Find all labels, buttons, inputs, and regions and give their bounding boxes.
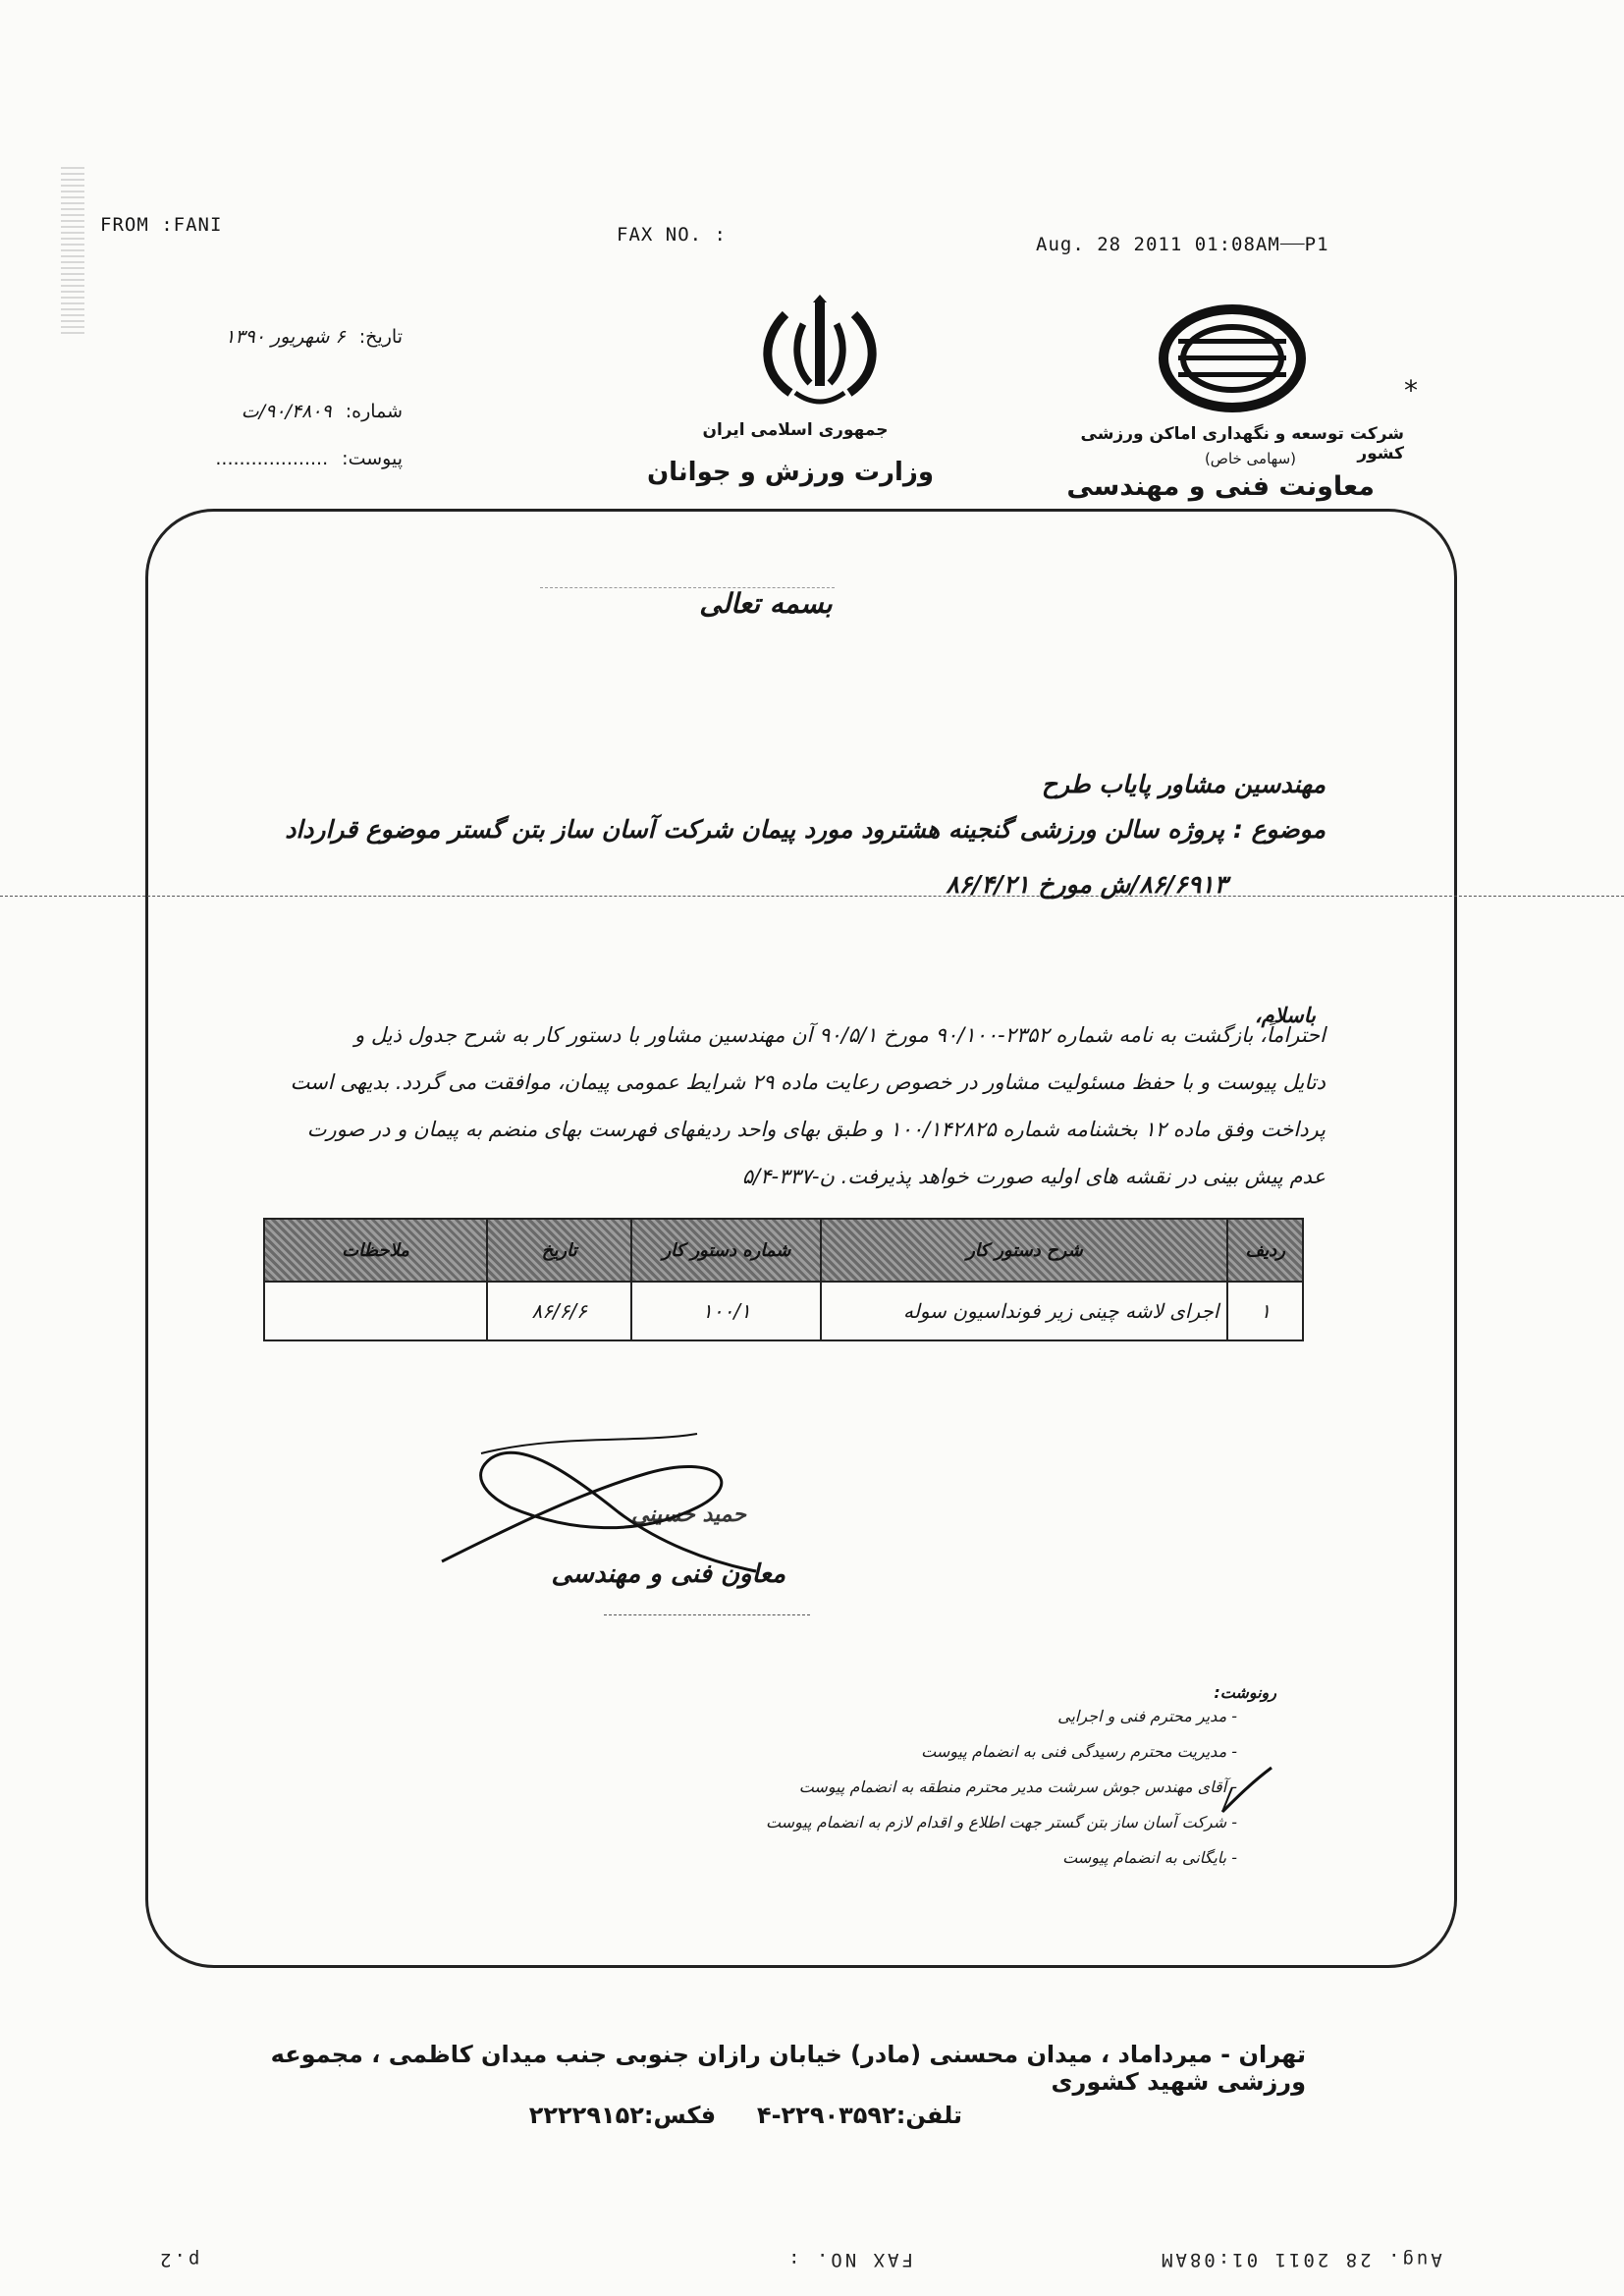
invocation: بسمه تعالی (699, 587, 833, 620)
table-header-cell: ردیف (1227, 1219, 1303, 1282)
subject-line-2: ۸۶/۶۹۱۳/ش مورخ ۸۶/۴/۲۱ (946, 870, 1227, 899)
meta-date-label: تاریخ: (358, 326, 403, 348)
ministry-name: وزارت ورزش و جوانان (646, 458, 935, 487)
body-line: پرداخت وفق ماده ۱۲ بخشنامه شماره ۱۰۰/۱۴۲۸۲۵ و طبق بهای واحد ردیفهای فهرست بهای منضم به پیمان و در صورت (306, 1118, 1326, 1141)
company-department: معاونت فنی و مهندسی (1066, 471, 1375, 502)
meta-number-label: شماره: (345, 401, 403, 422)
cc-list (687, 1699, 1237, 1876)
bottom-mirror-date: Aug. 28 2011 01:08AM (1159, 2249, 1442, 2270)
table-cell (264, 1282, 487, 1340)
fax-page: P1 (1304, 234, 1329, 255)
company-name: شرکت توسعه و نگهداری اماکن ورزشی کشور (1080, 424, 1404, 464)
republic-name: جمهوری اسلامی ایران (702, 420, 889, 440)
body-line: عدم پیش بینی در نقشه های اولیه صورت خواهد پذیرفت. ن-۳۳۷-۵/۴ (741, 1165, 1326, 1188)
recipient: مهندسین مشاور پایاب طرح (1041, 770, 1326, 798)
table-header-row (264, 1219, 1303, 1282)
fax-datetime (1036, 234, 1329, 255)
table-row (264, 1282, 1303, 1340)
signatory-name: حمید حسینی (630, 1503, 746, 1527)
meta-attachment-label: پیوست: (342, 448, 403, 469)
cc-item: - آقای مهندس جوش سرشت مدیر محترم منطقه به انضمام پیوست (798, 1777, 1237, 1796)
fax-label: فکس: (643, 2102, 717, 2129)
iran-emblem-icon (756, 295, 884, 412)
table-cell: اجرای لاشه چینی زیر فونداسیون سوله (821, 1282, 1227, 1340)
company-type: (سهامی خاص) (1204, 450, 1296, 467)
table-cell: ۱۰۰/۱ (631, 1282, 821, 1340)
fax-from: FROM :FANI (100, 214, 223, 236)
table-cell: ۸۶/۶/۶ (487, 1282, 631, 1340)
fax-number-value: ۲۲۲۲۹۱۵۲ (528, 2102, 644, 2129)
meta-date (157, 326, 403, 348)
cc-item: - شرکت آسان ساز بتن گستر جهت اطلاع و اقدام لازم به انضمام پیوست (765, 1813, 1237, 1831)
subject-line-1: موضوع : پروژه سالن ورزشی گنجینه هشترود مورد پیمان شرکت آسان ساز بتن گستر موضوع قرارداد (285, 815, 1326, 844)
check-mark-icon (1218, 1758, 1276, 1817)
meta-number-value: ۹۰/۴۸۰۹/ت (241, 401, 332, 422)
footer-contact (491, 2102, 962, 2129)
phone-label: تلفن: (895, 2102, 962, 2129)
meta-number (157, 401, 403, 422)
phone-number: ۲۲۹۰۳۵۹۲-۴ (756, 2102, 896, 2129)
table-header-cell: ملاحظات (264, 1219, 487, 1282)
letter-body (236, 1011, 1326, 1200)
bottom-mirror-page: p.2 (157, 2249, 200, 2270)
cc-label: رونوشت: (1214, 1683, 1276, 1702)
table-header-cell: شماره دستور کار (631, 1219, 821, 1282)
cc-item: - بایگانی به انضمام پیوست (1062, 1848, 1237, 1867)
body-line: دتایل پیوست و با حفظ مسئولیت مشاور در خصوص رعایت ماده ۲۹ شرایط عمومی پیمان، موافقت می گردد. بدیهی است (290, 1070, 1326, 1094)
bottom-mirror-faxno: FAX NO. : (785, 2249, 913, 2270)
fax-date: Aug. 28 2011 01:08AM (1036, 234, 1280, 255)
meta-attachment (157, 448, 403, 469)
fax-number: FAX NO. : (617, 224, 727, 246)
meta-attachment-value: ................... (215, 448, 329, 469)
cc-item: - مدیر محترم فنی و اجرایی (1057, 1707, 1237, 1725)
table-header-cell: شرح دستور کار (821, 1219, 1227, 1282)
footer-address: تهران - میرداماد ، میدان محسنی (مادر) خیابان رازان جنوبی جنب میدان کاظمی ، مجموعه ورزشی شهید کشوری (270, 2041, 1306, 2096)
signatory-title: معاون فنی و مهندسی (551, 1559, 785, 1589)
cc-item: - مدیریت محترم رسیدگی فنی به انضمام پیوست (921, 1742, 1237, 1761)
signature-rule (604, 1614, 810, 1615)
check-mark-icon: ⁎ (1404, 365, 1418, 398)
greeting: باسلام، (1254, 1004, 1316, 1027)
company-logo-icon (1159, 304, 1306, 412)
scan-edge-noise (61, 167, 84, 334)
body-line: احتراماً، بازگشت به نامه شماره ۲۳۵۲-۹۰/۱۰۰ مورخ ۹۰/۵/۱ آن مهندسین مشاور با دستور کار به شرح جدول ذیل و (354, 1023, 1326, 1047)
meta-date-value: ۶ شهریور ۱۳۹۰ (225, 326, 346, 348)
table-header-cell: تاریخ (487, 1219, 631, 1282)
table-cell: ۱ (1227, 1282, 1303, 1340)
instruction-table (263, 1218, 1304, 1341)
